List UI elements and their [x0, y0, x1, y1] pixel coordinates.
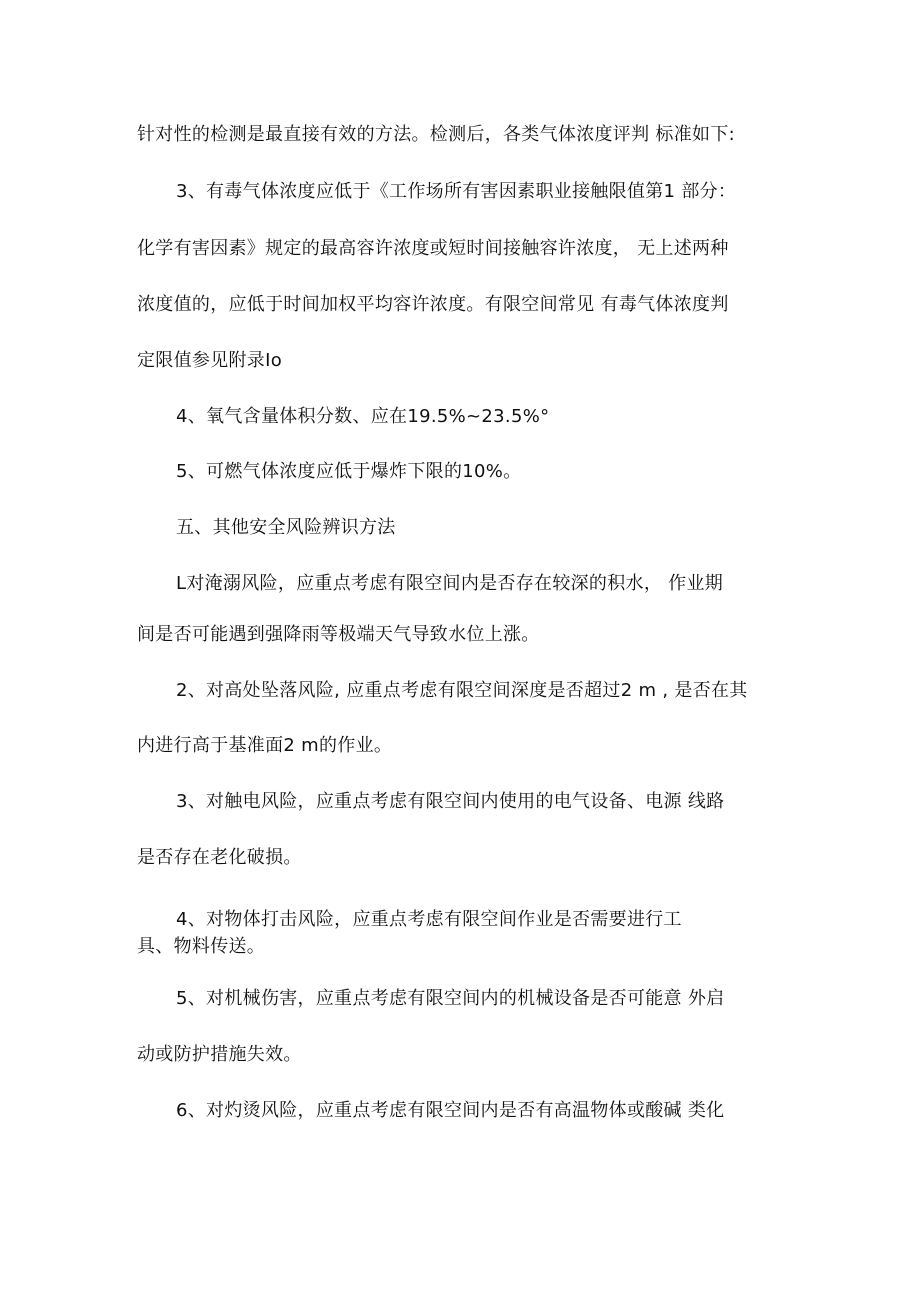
text-line: 6、对灼烫风险，应重点考虑有限空间内是否有高温物体或酸碱 类化 [176, 1100, 725, 1121]
text-line: 针对性的检测是最直接有效的方法。检测后，各类气体浓度评判 标准如下: [137, 124, 735, 145]
text-line: 动或防护措施失效。 [137, 1044, 302, 1065]
text-line: 4、对物体打击风险，应重点考虑有限空间作业是否需要进行工 [176, 909, 682, 930]
text-line: 间是否可能遇到强降雨等极端天气导致水位上涨。 [137, 624, 540, 645]
text-line: 5、可燃气体浓度应低于爆炸下限的10%。 [176, 461, 522, 482]
text-line: 内进行高于基准面2 m的作业。 [137, 735, 393, 756]
text-line: 化学有害因素》规定的最高容许浓度或短时间接触容许浓度， 无上述两种 [137, 238, 729, 259]
section-heading: 五、其他安全风险辨识方法 [176, 517, 396, 538]
text-line: 定限值参见附录Io [137, 350, 283, 371]
text-line: 5、对机械伤害，应重点考虑有限空间内的机械设备是否可能意 外启 [176, 988, 725, 1009]
text-line: 4、氧气含量体积分数、应在19.5%~23.5%° [176, 406, 550, 427]
text-line: 3、对触电风险，应重点考虑有限空间内使用的电气设备、电源 线路 [176, 791, 725, 812]
text-line: L对淹溺风险，应重点考虑有限空间内是否存在较深的积水， 作业期 [176, 573, 724, 594]
text-line: 是否存在老化破损。 [137, 847, 302, 868]
text-line: 3、有毒气体浓度应低于《工作场所有害因素职业接触限值第1 部分： [176, 181, 737, 202]
text-line: 具、物料传送。 [137, 936, 266, 957]
text-line: 2、对高处坠落风险, 应重点考虑有限空间深度是否超过2 m , 是否在其 [176, 680, 748, 701]
text-line: 浓度值的，应低于时间加权平均容许浓度。有限空间常见 有毒气体浓度判 [137, 294, 729, 315]
